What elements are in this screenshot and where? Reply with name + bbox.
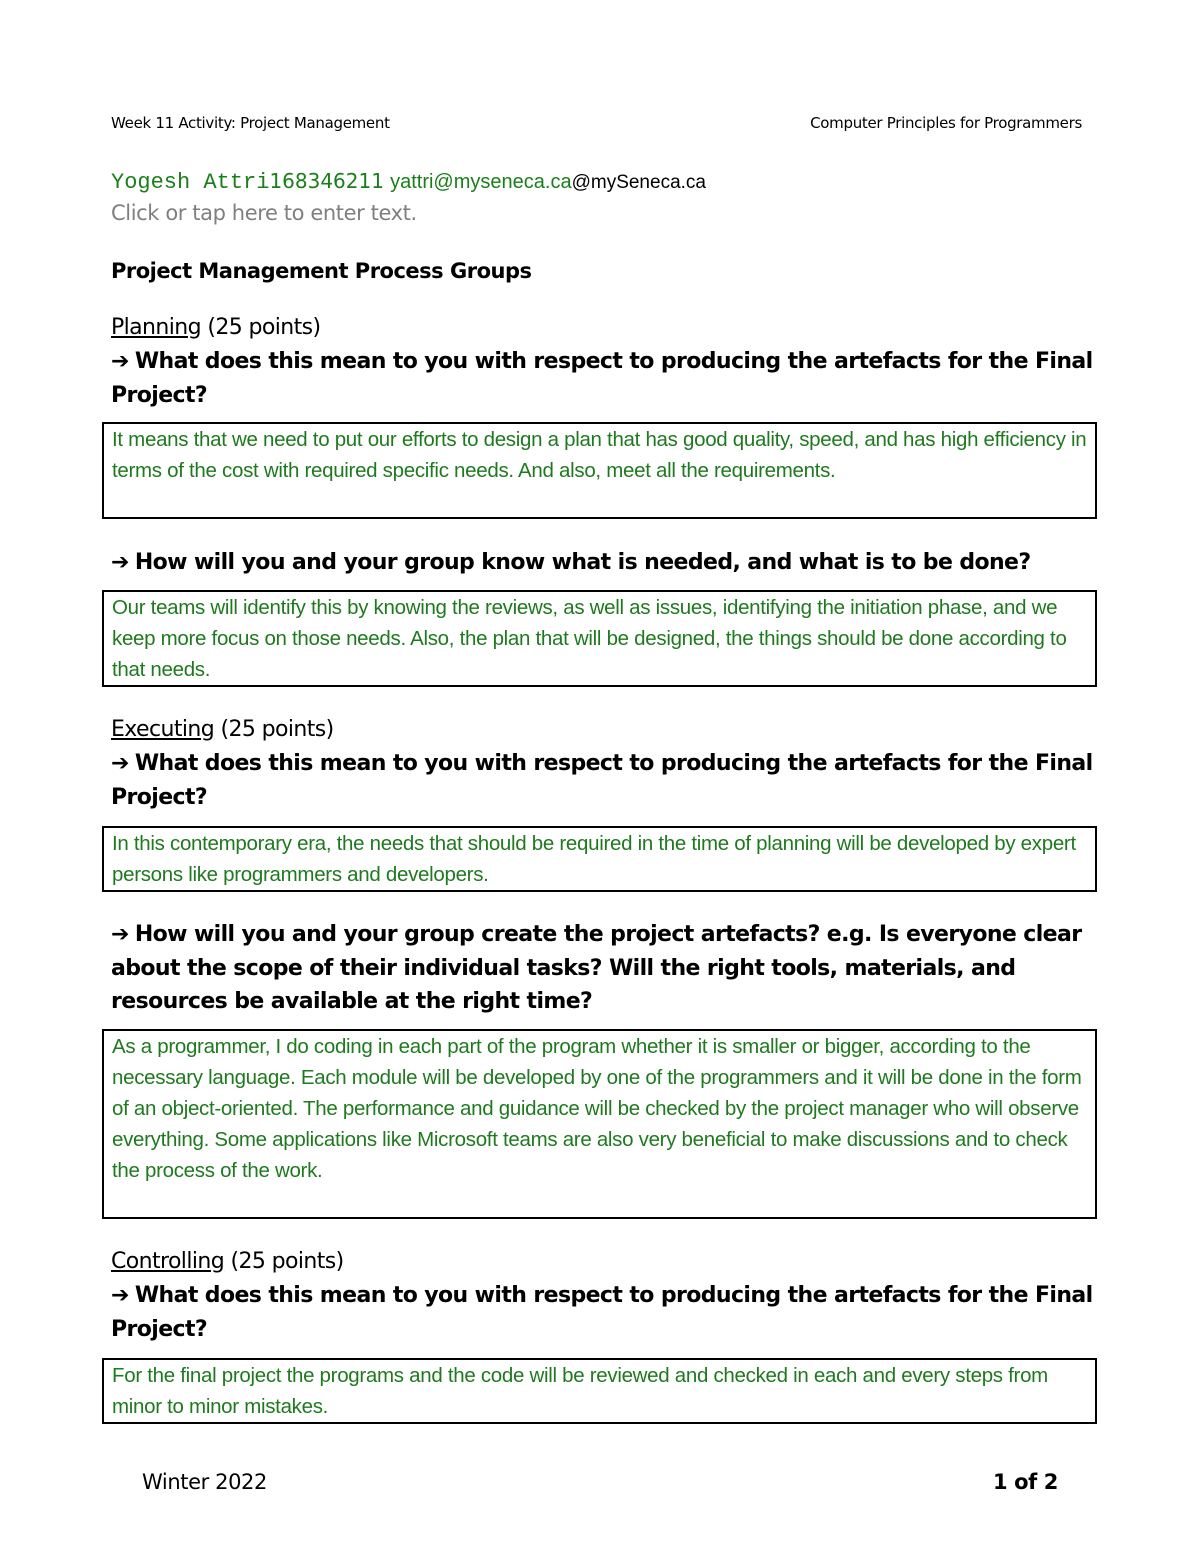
- question-executing-1: [111, 747, 1101, 814]
- answer-box-executing-1[interactable]: In this contemporary era, the needs that should be required in the time of planning will be developed by expert persons like programmers and developers.: [102, 826, 1097, 892]
- student-name[interactable]: Yogesh Attri: [111, 170, 270, 195]
- arrow-right-icon: ➔: [111, 349, 129, 374]
- question-controlling-1: [111, 1279, 1101, 1346]
- arrow-right-icon: ➔: [111, 922, 129, 947]
- answer-box-planning-1[interactable]: It means that we need to put our efforts to design a plan that has good quality, speed, and has high efficiency in terms of the cost with required specific needs. And also, meet all the requirements.: [102, 422, 1097, 519]
- section-title-planning: [111, 313, 320, 343]
- arrow-right-icon: ➔: [111, 751, 129, 776]
- arrow-right-icon: ➔: [111, 1283, 129, 1308]
- section-points: (25 points): [224, 1249, 344, 1274]
- answer-box-planning-2[interactable]: Our teams will identify this by knowing the reviews, as well as issues, identifying the initiation phase, and we keep more focus on those needs. Also, the plan that will be designed, the things should be done according to that needs.: [102, 590, 1097, 687]
- answer-box-executing-2[interactable]: As a programmer, I do coding in each part of the program whether it is smaller or bigger, according to the necessary language. Each module will be developed by one of the programmers and it will be done in the form of an object-oriented. The performance and guidance will be checked by the project manager who will observe everything. Some applications like Microsoft teams are also very beneficial to make discussions and to check the process of the work.: [102, 1029, 1097, 1219]
- question-text: What does this mean to you with respect to producing the artefacts for the Final Project?: [111, 1283, 1093, 1342]
- question-text: What does this mean to you with respect to producing the artefacts for the Final Project?: [111, 751, 1093, 810]
- document-heading: Project Management Process Groups: [111, 259, 532, 283]
- answer-box-controlling-1[interactable]: For the final project the programs and the code will be reviewed and checked in each and every steps from minor to minor mistakes.: [102, 1358, 1097, 1424]
- question-text: How will you and your group create the project artefacts? e.g. Is everyone clear about the scope of their individual tasks? Will the right tools, materials, and resources be available at the right time?: [111, 922, 1082, 1014]
- question-text: What does this mean to you with respect to producing the artefacts for the Final Project?: [111, 349, 1093, 408]
- page-header-left: Week 11 Activity: Project Management: [111, 114, 390, 132]
- section-points: (25 points): [200, 315, 321, 340]
- page-header-right: Computer Principles for Programmers: [810, 114, 1082, 132]
- section-name: Executing: [111, 717, 215, 742]
- section-points: (25 points): [214, 717, 334, 742]
- student-id[interactable]: 168346211: [269, 169, 384, 193]
- section-title-executing: [111, 715, 334, 745]
- page-footer-term: Winter 2022: [142, 1470, 267, 1494]
- page-number: 1 of 2: [992, 1470, 1058, 1494]
- question-planning-2: [111, 546, 1101, 580]
- section-name: Planning: [111, 315, 201, 340]
- section-title-controlling: [111, 1247, 344, 1277]
- question-planning-1: [111, 345, 1101, 412]
- student-info: [111, 166, 706, 198]
- section-name: Controlling: [111, 1249, 225, 1274]
- arrow-right-icon: ➔: [111, 550, 129, 575]
- question-text: How will you and your group know what is needed, and what is to be done?: [134, 550, 1031, 575]
- question-executing-2: [111, 918, 1101, 1019]
- student-email[interactable]: yattri@myseneca.ca: [390, 171, 572, 193]
- text-placeholder-field[interactable]: Click or tap here to enter text.: [111, 201, 417, 225]
- email-suffix: @mySeneca.ca: [571, 172, 706, 193]
